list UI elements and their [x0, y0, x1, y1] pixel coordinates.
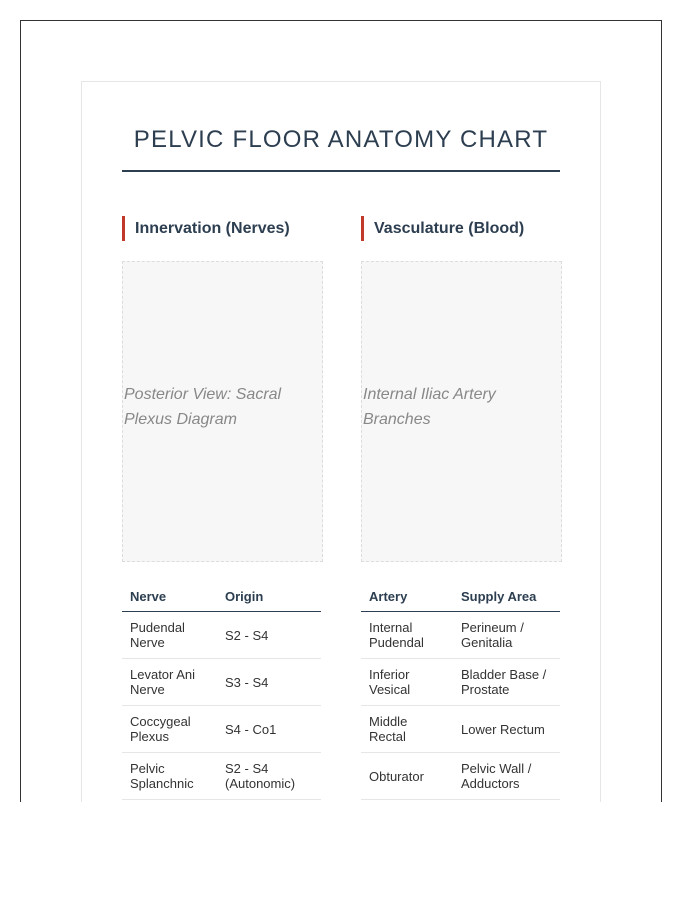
table-row — [122, 706, 321, 753]
table-cell: Internal Pudendal — [361, 612, 453, 659]
table-row — [361, 753, 560, 800]
figure-caption: Posterior View: Sacral Plexus Diagram — [124, 385, 282, 428]
table-cell: Perineum / Genitalia — [453, 612, 560, 659]
column-header: Artery — [361, 582, 453, 612]
table-cell: S3 - S4 — [217, 659, 321, 706]
column-header: Origin — [217, 582, 321, 612]
table-cell: S2 - S4 — [217, 612, 321, 659]
nerves-column — [122, 216, 324, 800]
column-header: Supply Area — [453, 582, 560, 612]
table-cell: S4 - Co1 — [217, 706, 321, 753]
table-row — [361, 706, 560, 753]
table-header-row — [122, 582, 321, 612]
title-divider — [122, 170, 560, 172]
vasculature-column — [361, 216, 563, 800]
table-row — [122, 659, 321, 706]
table-row — [122, 612, 321, 659]
arteries-table — [361, 582, 560, 800]
table-cell: Middle Rectal — [361, 706, 453, 753]
page-title: PELVIC FLOOR ANATOMY CHART — [133, 126, 549, 153]
chart-sheet — [81, 81, 601, 802]
page-frame — [20, 20, 662, 802]
table-cell: Bladder Base / Prostate — [453, 659, 560, 706]
table-cell: Obturator — [361, 753, 453, 800]
table-cell: Pelvic Splanchnic — [122, 753, 217, 800]
table-cell: Pelvic Wall / Adductors — [453, 753, 560, 800]
table-cell: Lower Rectum — [453, 706, 560, 753]
section-heading-nerves: Innervation (Nerves) — [122, 216, 324, 241]
iliac-artery-figure-placeholder — [361, 261, 562, 562]
table-cell: Levator Ani Nerve — [122, 659, 217, 706]
figure-caption: Internal Iliac Artery Branches — [363, 385, 496, 428]
table-header-row — [361, 582, 560, 612]
section-heading-vasculature: Vasculature (Blood) — [361, 216, 563, 241]
table-row — [361, 659, 560, 706]
table-cell: Inferior Vesical — [361, 659, 453, 706]
column-header: Nerve — [122, 582, 217, 612]
table-cell: Pudendal Nerve — [122, 612, 217, 659]
table-cell: S2 - S4 (Autonomic) — [217, 753, 321, 800]
table-row — [361, 612, 560, 659]
sacral-plexus-figure-placeholder — [122, 261, 323, 562]
table-row — [122, 753, 321, 800]
nerves-table — [122, 582, 321, 800]
table-cell: Coccygeal Plexus — [122, 706, 217, 753]
